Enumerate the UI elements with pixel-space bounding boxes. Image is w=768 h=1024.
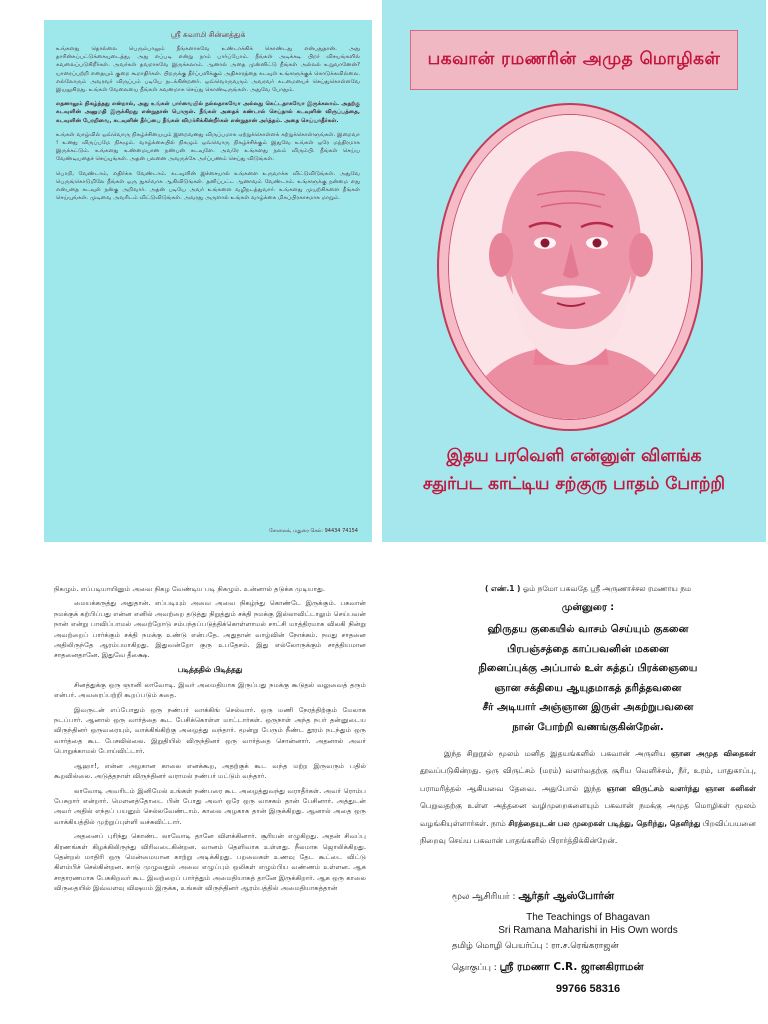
paragraph: அதனைப் புரிந்து கொண்ட லாவோடி தானே விளக்கினார். சூரியன் எழுகிறது. அதன் சிவப்பு கிரணங்கள் கிழக்கிலிருந்து விரிவடைகின்றன. வானம் தெளிவாக உள்ளது. நீலமாக ஜொலிக்கிறது. தென்றல் மாதிரி ஒரு மென்மையான காற்று அடிக்கிறது. பறவைகள் உணவு தேட கூட்டை விட்டு கிளம்பிச் செல்கின்றன. காடு முழுவதும் அவை எழுப்பும் ஒலிகள் எழும்பிய வண்ணம் உள்ளன. ஆக சாதாரணமாக பேசுகிறவர் கூட இவற்றைப் பார்த்தும் அமைதியாகத் தானே இருக்கிறார். ஆக ஒரு காலை விருதையில் இவ்வளவு விஷயம் இருக்க, உங்கள் விருந்தினர் ஆரம்பத்தில் அமைதியாகத்தான் <box>54 832 366 893</box>
credit-label: மூல ஆசிரியர் : <box>452 892 519 902</box>
author-name: ஆர்தர் ஆஸ்போர்ன் <box>518 890 615 902</box>
paragraph: மையக்கருத்து அதுதான். எப்படியும் அவை அவை நிகழ்ந்து கொண்டே இருக்கும். பகவான் நமக்குக் கற்பிப்பது என்ன எனில் அவற்றை தடுத்து நிறுத்தும் சக்தி நமக்கு இல்லாவிட்டாலும் செய்பவன் நான் என்று பாவிப்பாமல் அவற்றோடு சம்பந்தப்படுத்திக்கொள்ளாமல் சாட்சி மாத்திரமாக விலகி நின்று அவற்றைப் பார்க்கும் சக்தி நமக்கு உண்டு என்பதே. அதுதான் வாழ்வின் நோக்கம். நமது சாதனை அதிலிருந்தே ஆரம்பமாகிறது. இதுவன்றோ குரு உபதேசம். இது எல்லோருக்கும் சாத்தியமான சாதனைதானே. இதுவே தீக்ஷை. <box>54 599 366 660</box>
verse-line: ஞான சக்தியை ஆயுதமாகத் தரித்தவனை <box>494 682 682 694</box>
verse-line: பிரபஞ்சத்தை காப்பவனின் மகனை <box>507 643 669 655</box>
page-number: ( எண்.1 ) <box>484 584 521 593</box>
portrait-drawing <box>449 115 692 420</box>
verse-line: நான் போற்றி வணங்குகின்றேன். <box>512 721 664 733</box>
cover-verse <box>388 442 760 498</box>
page-footer: சோலைக், மதுரை செல்: 94434 74154 <box>269 528 358 534</box>
english-title-line: Sri Ramana Maharishi in His Own words <box>498 925 678 936</box>
body-text: இந்த சிறுநூல் மூலம் மனித இதயங்களில் பகவான் அருளிய <box>444 749 671 758</box>
credit-label: தொகுப்பு : <box>452 963 500 973</box>
portrait-image <box>448 114 692 420</box>
verse-line: நினைப்புக்கு அப்பால் உள் சுத்தப் பிரக்ஞையை <box>478 663 698 674</box>
paragraph: இவருடன் எப்போதும் ஒரு நண்பர் வாக்கிங் செல்வார். ஒரு மணி நேரத்திற்கும் மேலாக நடப்பார். ஆனால் ஒரு வார்த்தை கூட பேசிக்கொள்ள மாட்டார்கள். ஒருநாள் அந்த நபர் தன்னுடைய விருந்தினர் ஒருவரையும், வாக்கிங்கிற்கு அழைத்து வந்தார். மூன்று பேரும் நீண்ட தூரம் நடந்தும் ஒரு வார்த்தை கூட பேசவில்லை. இறுதியில் விருந்தினர் ஒரு வார்த்தை சொன்னார். அதனால் அவர் பொறுக்காமல் போய்விட்டார். <box>54 705 366 756</box>
english-title-line: The Teachings of Bhagavan <box>526 912 650 923</box>
phone-number: 99766 58316 <box>555 983 621 995</box>
body-emphasis: சிரத்தையுடன் பல முறைகள் படித்து, தெரிந்து, தெளிந்து <box>508 818 701 828</box>
cover-title: பகவான் ரமணரின் அமுத மொழிகள் <box>427 49 721 69</box>
paragraph: சினத்துக்கு ஒரு ஞானி லாவோடி. இவர் அமைதியாக இருப்பது நமக்கு கூடுதல் வலுவைத் தரும் என்பர். அவரைப்பற்றி கூறப்படும் கதை. <box>54 680 366 700</box>
paragraph: லாவோடி அவரிடம் இனிமேல் உங்கள் நண்பரை கூட அழைத்துவந்து வராதீர்கள். அவர் ரொம்ப பேசுறார் என்றார். மௌனத்தோடை பின் போது அவர் ஒரே ஒரு வாசகம் தான் பேசினார். அத்துடன் அவர் அதில் எந்தப் பயனும் செல்லவேண்டாம். காலை அழகாக தான் இருக்கிறது. ஆனால் அதை ஒரு வாக்கியத்தில் முற்றுப்புள்ளி வச்சுவிட்டார். <box>54 786 366 826</box>
body-text: தூவப்படுகின்றது. ஒரு விருட்சம் (மரம்) வளர்வதற்கு சூரிய வெளிச்சம், நீர், உரம், பாதுகாப்பு, பராமரித்தல் ஆகியவை தேவை. அதுபோல் இந்த <box>420 766 756 793</box>
front-cover <box>382 0 766 542</box>
author-credit <box>452 890 614 903</box>
paragraph: உங்களது தொல்லை பெரும்பாலும் நீங்களாகவே உண்டாக்கிக் கொண்டது என்பதுதான். அது தாரின்கப்பட்டுக்கையுடைத்து, அது எப்படி என்று நாம் பார்ப்போம். நீங்கள் அடிக்கடி பிறர் விசயங்களில் கவலைப்படுகிறீர்கள். அவர்கள் தவறாகவே இருக்கலாம். ஆனால் அதை முன்னிட்டு நீங்கள் அல்லல் உறுவானேன்? யாரைப்பற்றி எதையும் குறை கூறாதிர்கள். பிறருக்கு தீர்ப்பளிக்கும் அதிகாரத்தை கடவுள் உங்களுக்குக் கொடுக்கவில்லை. எல்லோரும் அவரவர் விருப்பம் படியே நடக்கின்றனர். ஒவ்வொருவரும் அவரவர் கடமையைச் செய்துகொள்ளவே இயலுகிறது. உங்கள் வேலையை நீங்கள் கவனமாக செய்து கொண்டிருங்கள். அதுவே போதும். <box>56 46 360 94</box>
invocation-text: ஓம் நமோ பகவதே ஸ்ரீ அருணாச்சல ரமணாய நம <box>522 584 692 593</box>
translator-credit: தமிழ் மொழி பெயர்ப்பு : ரா.ச.ரெங்கராஜன் <box>452 941 619 951</box>
back-cover-page <box>44 20 372 542</box>
cover-verse-line: இதய பரவெளி என்னுள் விளங்க <box>446 446 702 466</box>
paragraph: நிகழும். எப்படியாயினும் அவை நிகழ வேண்டிய படி நிகழும். உன்னால் தடுக்க முடியாது. <box>54 585 326 593</box>
paragraph: பொறி, வேண்டாம், எதிர்க்க வேண்டாம். கடவுளின் இச்சையால் உங்களை உருவாக்க விட்டுவிடுங்கள். அதுவே பெருங்கொடுமிலே நீங்கள் ஒரு நுகர்வாக ஆகிவிடுங்கள். தனிப்பட்ட ஆனாவம் வேண்டாம். உங்களுக்கு நன்மை எது என்பதை கடவுள் நன்கு அறிவார். அதன் படியே அவர் உங்களை வழிநடத்துவார். உங்களது முயற்சிகளை நீங்கள் செய்யுங்கள். முடிவை அவரிடம் விட்டுவிடுங்கள். அவரது அருளால் உங்கள் வாழ்க்கை மிகப்பிரகாசமாக மாறும். <box>56 170 360 202</box>
verse-line: சீர் அடியார் அஞ்ஞான இருள் அகற்றுபவனை <box>482 702 694 713</box>
paragraph: எதனாலும் நிகழ்ந்தது என்றால், அது உங்கள் பார்வையில் நல்லதாகவோ அல்லது கெட்டதாகவோ இருக்கலாம். அதற்கு கடவுளின் அனுமதி இருக்கிறது என்றுதான் பொருள். நீங்கள் அதைக் கண்டால் செய்தால் கடவுளின் விருப்பத்தை, கடவுளின் பேரறிவை, கடவுளின் தீர்ப்பை நீங்கள் விமர்சிக்கின்றீர்கள் என்றுதான் அர்த்தம். அதை செய்யாதீர்கள். <box>56 101 360 124</box>
preface-title: முன்னுரை : <box>561 602 615 613</box>
body-text: பிறவிப்பயனை நிறைவு செய்ய பகவான் பாதங்களில் பிரார்த்திக்கின்றேன். <box>420 818 756 846</box>
body-emphasis: ஞான அமுத விதைகள் <box>670 749 756 758</box>
cover-title-box <box>410 30 738 90</box>
preface-page <box>420 584 756 1020</box>
invocation-header <box>420 584 756 594</box>
preface-body <box>420 745 756 849</box>
section-subheading: படித்ததில் பிடித்தது <box>177 664 243 674</box>
compiler-credit <box>452 961 644 974</box>
paragraph: உங்கள் வாழ்வில் ஒவ்வொரு நிகழ்ச்சியையும் இறைவனது விருப்பமாக ஏற்றுக்கொள்ளக் கற்றுக்கொள்ளுங்கள். இறைவா ! உனது விருப்பமே நிகழும். வாழ்க்கையில் நிகழும் ஒவ்வொரு நிகழ்ச்சிக்கும் இதுவே உங்கள் ஒரே மந்திரமாக இருக்கட்டும். உங்களது உண்மையான நண்பன் கடவுளே. அவரே உங்களது நலம் விரும்பி. நீங்கள் செய்ய வேண்டியதைச் செய்யுங்கள். அதன் பலனை அவருக்கே அர்ப்பணம் செய்து விடுங்கள். <box>56 131 360 163</box>
text-page-left <box>54 584 366 1020</box>
body-text: பெறுவதற்கு உள்ள அத்தனை வழிமுறைகளையும் பகவான் நமக்கு அமுத மொழிகள் மூலம் வழங்கியுள்ளார்கள். நாம் <box>420 801 756 828</box>
page-heading: ஸ்ரீ சுவாமி சின்னத்துக் <box>170 30 246 39</box>
compiler-name: ஸ்ரீ ரமணா C.R. ஜானகிராமன் <box>499 961 644 973</box>
verse-line: ஹிருதய குகையில் வாசம் செய்யும் குகனை <box>487 624 689 635</box>
cover-verse-line: சதுர்பட காட்டிய சற்குரு பாதம் போற்றி <box>422 474 726 494</box>
paragraph: ஆஹா!, என்ன அழகான காலை எனக்கூற, அதற்குக் கூட வந்த மற்ற இருவரும் பதில் கூறவில்லை. அடுத்தநாள் விருந்தினர் வராமல் நண்பர் மட்டும் வந்தார். <box>54 761 366 781</box>
english-title <box>420 911 756 937</box>
body-emphasis: ஞான விருட்சம் வளர்ந்து ஞான கனிகள் <box>606 783 756 793</box>
